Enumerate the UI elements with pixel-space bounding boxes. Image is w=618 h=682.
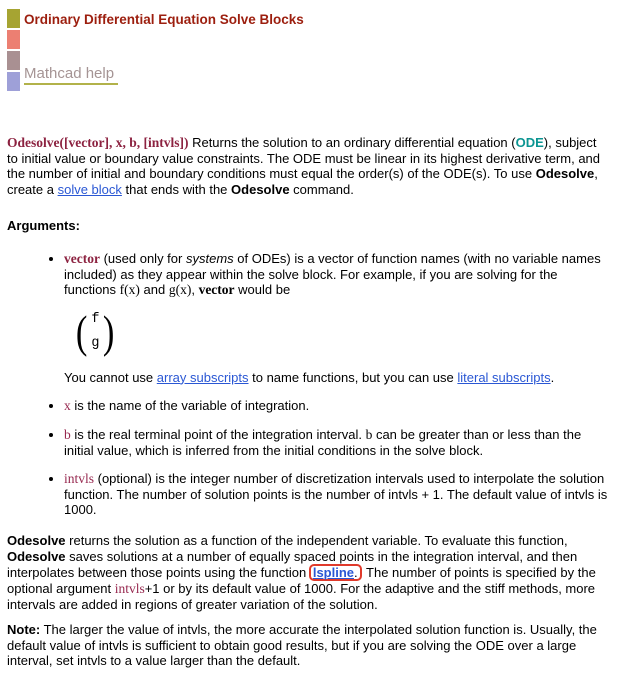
vector-paren-right-icon: )	[103, 305, 115, 357]
text-segment: g(x)	[168, 282, 192, 298]
text-segment: is the name of the variable of integration.	[70, 398, 310, 414]
vector-entry-g: g	[91, 336, 100, 352]
text-segment: You cannot use	[64, 369, 157, 385]
text-segment: vector	[64, 250, 100, 266]
color-squares	[7, 9, 20, 91]
text-segment: command.	[289, 181, 354, 197]
page-header	[7, 8, 608, 92]
text-segment: intvls	[64, 471, 95, 487]
text-segment: Odesolve	[535, 166, 595, 182]
vector-matrix-entries	[89, 312, 101, 352]
b-description	[64, 427, 609, 458]
text-segment: (optional) is the integer number of discretization intervals used to interpolate the solution function. The number of solution points is the number of intvls + 1. The default value of intvls is 1000.	[64, 471, 608, 518]
text-segment: Odesolve([vector], x, b, [intvls])	[7, 135, 189, 150]
text-segment: +1 or by its default value of 1000. For the adaptive and the stiff methods, more intervals are added in regions of greater variation of the solution.	[7, 581, 596, 612]
text-segment: Odesolve	[7, 548, 66, 564]
text-segment: b	[64, 426, 71, 442]
text-segment: x	[64, 398, 71, 414]
text-segment: and	[139, 282, 169, 298]
bullet-item-intvls	[64, 471, 609, 518]
text-segment: saves solutions at a number of equally spaced points in the integration interval, and then interpolates between those points using the function	[7, 548, 578, 581]
text-segment: .	[354, 565, 358, 581]
color-square	[7, 72, 20, 91]
text-segment: can be greater than or less than the initial value, which is inferred from the initial conditions in the solve block.	[64, 426, 582, 458]
text-segment: is the real terminal point of the integration interval.	[70, 426, 366, 442]
vector-matrix	[74, 305, 117, 357]
text-segment: returns the solution as a function of the independent variable. To evaluate this function,	[65, 532, 568, 548]
text-segment: that ends with the	[121, 181, 232, 197]
bullet-item-b	[64, 427, 609, 458]
text-segment: , create a	[7, 166, 598, 197]
solve-block-link[interactable]: solve block	[57, 181, 122, 197]
text-segment: ,	[191, 282, 199, 298]
text-segment: would be	[234, 282, 291, 298]
note-paragraph	[7, 622, 607, 669]
text-segment: (used only for	[99, 250, 186, 266]
literal-subscripts-link[interactable]: literal subscripts	[457, 369, 551, 385]
text-segment: Note:	[7, 622, 41, 638]
text-segment: of ODEs) is a vector of function names (with no variable names included) as they appear within the solve block. For example, if you are solving for the functions	[64, 250, 601, 298]
bullet-item-x	[64, 398, 609, 414]
intvls-description	[64, 471, 609, 518]
vector-paren-left-icon: (	[75, 305, 88, 357]
text-segment: Returns the solution to an ordinary differential equation (	[188, 135, 516, 150]
text-segment: to name functions, but you can use	[248, 369, 458, 385]
text-segment: vector	[198, 282, 235, 298]
vector-entry-f: f	[91, 311, 100, 327]
text-segment: Odesolve	[231, 181, 290, 197]
page-title: Ordinary Differential Equation Solve Blocks	[24, 12, 304, 27]
color-square	[7, 30, 20, 49]
color-square	[7, 51, 20, 70]
text-segment: The larger the value of intvls, the more accurate the interpolated solution function is. Usually, the default value of intvls is sufficient to obtain good results, but if you are solving the ODE over a large interval, set intvls to a value larger than the default.	[7, 622, 597, 669]
text-segment: intvls	[114, 581, 145, 597]
lspline-link[interactable]: lspline	[312, 565, 355, 581]
x-description	[64, 398, 609, 414]
text-segment: .	[550, 369, 555, 385]
text-segment: Odesolve	[7, 532, 66, 548]
text-segment: b	[365, 426, 373, 442]
text-segment: The number of points is specified by the optional argument	[7, 565, 596, 597]
text-segment: f(x)	[119, 282, 140, 298]
lspline-highlight-box	[309, 564, 362, 581]
subscripts-note	[64, 370, 609, 386]
bullet-item-vector	[64, 251, 609, 385]
array-subscripts-link[interactable]: array subscripts	[156, 369, 249, 385]
arguments-heading: Arguments:	[7, 218, 80, 234]
arguments-list	[7, 251, 609, 518]
mathcad-help-link[interactable]: Mathcad help	[24, 66, 118, 85]
intro-paragraph	[7, 135, 607, 197]
text-segment: ), subject to initial value or boundary value constraints. The ODE must be linear in its highest derivative term, and the number of initial and boundary conditions must equal the order(s) of the ODE(s). To use	[7, 135, 601, 182]
ode-link[interactable]: ODE	[515, 135, 544, 150]
color-square	[7, 9, 20, 28]
text-segment: systems	[185, 250, 234, 266]
returns-paragraph	[7, 533, 607, 612]
vector-description	[64, 251, 609, 298]
